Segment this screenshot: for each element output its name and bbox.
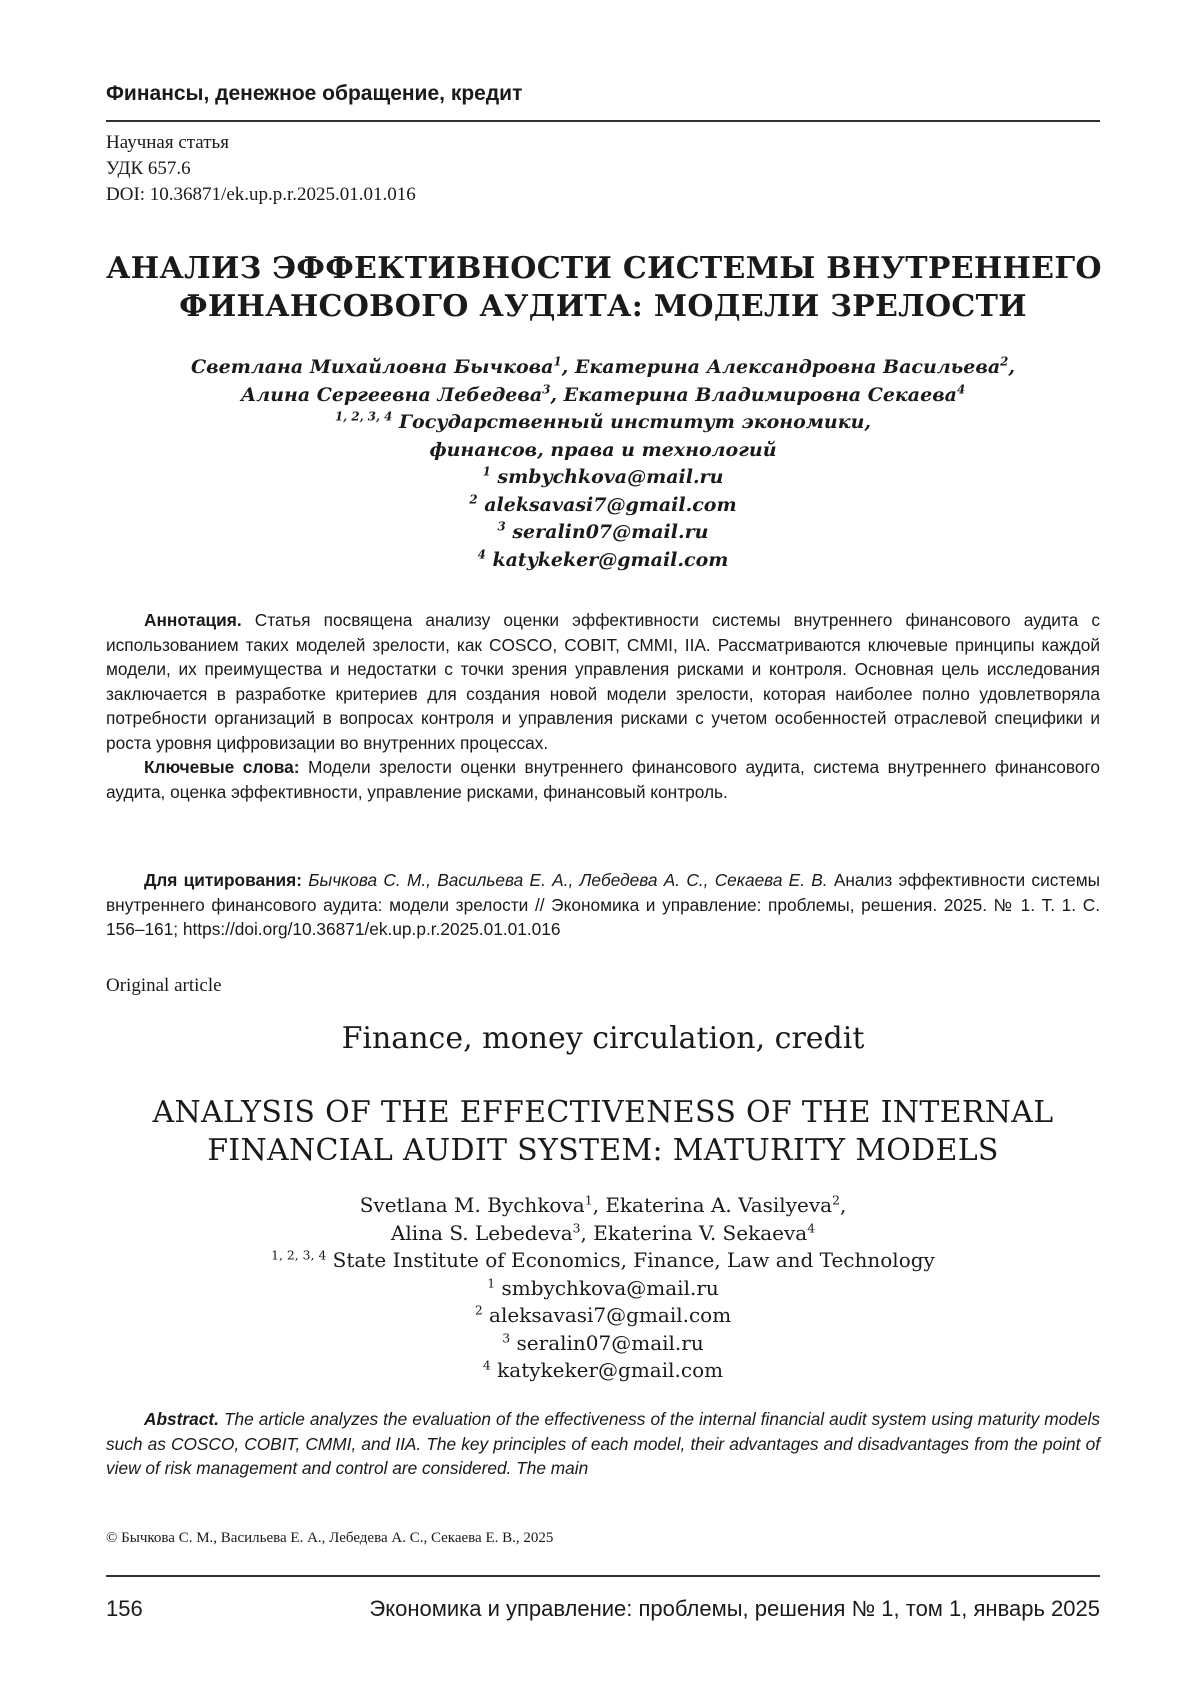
abstract-label: Abstract. [144, 1409, 219, 1429]
email-en-3[interactable]: $^3$ seralin07@mail.ru [502, 1329, 704, 1355]
article-page [106, 0, 1100, 1698]
authors-english [106, 1192, 1100, 1385]
email-en-1[interactable]: $^1$ smbychkova@mail.ru [487, 1274, 719, 1300]
affiliation-ru-line1: $^{1, 2, 3, 4}$ Государственный институт экономики, [335, 409, 871, 433]
annotation-ru: Аннотация. Статья посвящена анализу оценки эффективности системы внутреннего финансового аудита с использованием таких моделей зрелости, как COSCO, COBIT, CMMI, IIA. Рассматриваются ключевые принципы каждой модели, их преимущества и недостатки с точки зрения управления рисками и контроля. Основная цель исследования заключается в разработке критериев для создания новой модели зрелости, которая наиболее полно удовлетворяла потребности организаций в вопросах контроля и управления рисками с учетом особенностей отраслевой специфики и роста уровня цифровизации во внутренних процессах. [106, 610, 1100, 753]
title-en-line2: FINANCIAL AUDIT SYSTEM: MATURITY MODELS [207, 1133, 999, 1168]
authors-en-line2: Alina S. Lebedeva$^3$, Ekaterina V. Sekaeva$^4$ [390, 1219, 816, 1245]
abstract-english: Abstract. The article analyzes the evaluation of the effectiveness of the internal financial audit system using maturity models such as COSCO, COBIT, CMMI, and IIA. The key principles of each model, their advantages and disadvantages from the point of view of risk management and control are considered. The main [106, 1409, 1100, 1478]
rubric-english: Finance, money circulation, credit [341, 1021, 865, 1056]
doi[interactable]: DOI: 10.36871/ek.up.p.r.2025.01.01.016 [106, 184, 416, 205]
authors-en-line1: Svetlana M. Bychkova$^1$, Ekaterina A. Vasilyeva$^2$, [359, 1192, 847, 1217]
bottom-divider [106, 1575, 1100, 1577]
journal-footer: Экономика и управление: проблемы, решения № 1, том 1, январь 2025 [369, 1596, 1100, 1621]
title-russian [106, 250, 1100, 326]
affiliation-ru-line2: финансов, права и технологий [429, 438, 777, 461]
citation-ru-block [106, 868, 1100, 942]
author-4: Екатерина Владимировна Секаева [563, 383, 957, 406]
email-ru-1[interactable]: $^1$ smbychkova@mail.ru [482, 464, 724, 488]
section-heading: Финансы, денежное обращение, кредит [106, 82, 523, 105]
title-english [106, 1094, 1100, 1170]
udk-code: УДК 657.6 [106, 158, 191, 179]
author-1: Светлана Михайловна Бычкова [191, 356, 554, 378]
email-en-4[interactable]: $^4$ katykeker@gmail.com [482, 1357, 724, 1382]
top-divider [106, 120, 1100, 122]
email-ru-3[interactable]: $^3$ seralin07@mail.ru [497, 519, 709, 543]
authors-ru-line1: Светлана Михайловна Бычкова$^1$, Екатерина Александровна Васильева$^2$, [191, 354, 1015, 378]
title-en-line1: ANALYSIS OF THE EFFECTIVENESS OF THE INTERNAL [152, 1095, 1054, 1130]
authors-ru-line2: Алина Сергеевна Лебедева$^3$, Екатерина Владимировна Секаева$^4$ [240, 382, 966, 406]
title-ru-line2: ФИНАНСОВОГО АУДИТА: МОДЕЛИ ЗРЕЛОСТИ [179, 289, 1027, 324]
original-article-label: Original article [106, 975, 222, 996]
annotation-label: Аннотация. [144, 610, 242, 630]
article-type: Научная статья [106, 132, 229, 153]
email-ru-4[interactable]: $^4$ katykeker@gmail.com [477, 547, 729, 571]
email-en-2[interactable]: $^2$ aleksavasi7@gmail.com [474, 1302, 732, 1327]
keywords-label: Ключевые слова: [144, 757, 300, 777]
citation-ru: Для цитирования: Бычкова С. М., Васильева Е. А., Лебедева А. С., Секаева Е. В. Анализ эффективности системы внутреннего финансового аудита: модели зрелости // Экономика и управление: проблемы, решения. 2025. № 1. Т. 1. С. 156–161; https://doi.org/10.36871/ek.up.p.r.2025.01.01.016 [106, 870, 1100, 939]
page-number: 156 [106, 1596, 143, 1621]
keywords-ru: Ключевые слова: Модели зрелости оценки внутреннего финансового аудита, система внутреннего финансового аудита, оценка эффективности, управление рисками, финансовый контроль. [106, 757, 1100, 802]
authors-russian [106, 354, 1100, 574]
author-3: Алина Сергеевна Лебедева [240, 383, 543, 406]
title-ru-line1: АНАЛИЗ ЭФФЕКТИВНОСТИ СИСТЕМЫ ВНУТРЕННЕГО [106, 251, 1102, 286]
author-2: Екатерина Александровна Васильева [574, 356, 1001, 378]
copyright: © Бычкова С. М., Васильева Е. А., Лебедева А. С., Секаева Е. В., 2025 [106, 1530, 554, 1546]
affiliation-en: $^{1, 2, 3, 4}$ State Institute of Economics, Finance, Law and Technology [271, 1247, 935, 1272]
citation-label: Для цитирования: [144, 870, 302, 890]
annotation-ru-block [106, 608, 1100, 804]
email-ru-2[interactable]: $^2$ aleksavasi7@gmail.com [469, 492, 737, 516]
